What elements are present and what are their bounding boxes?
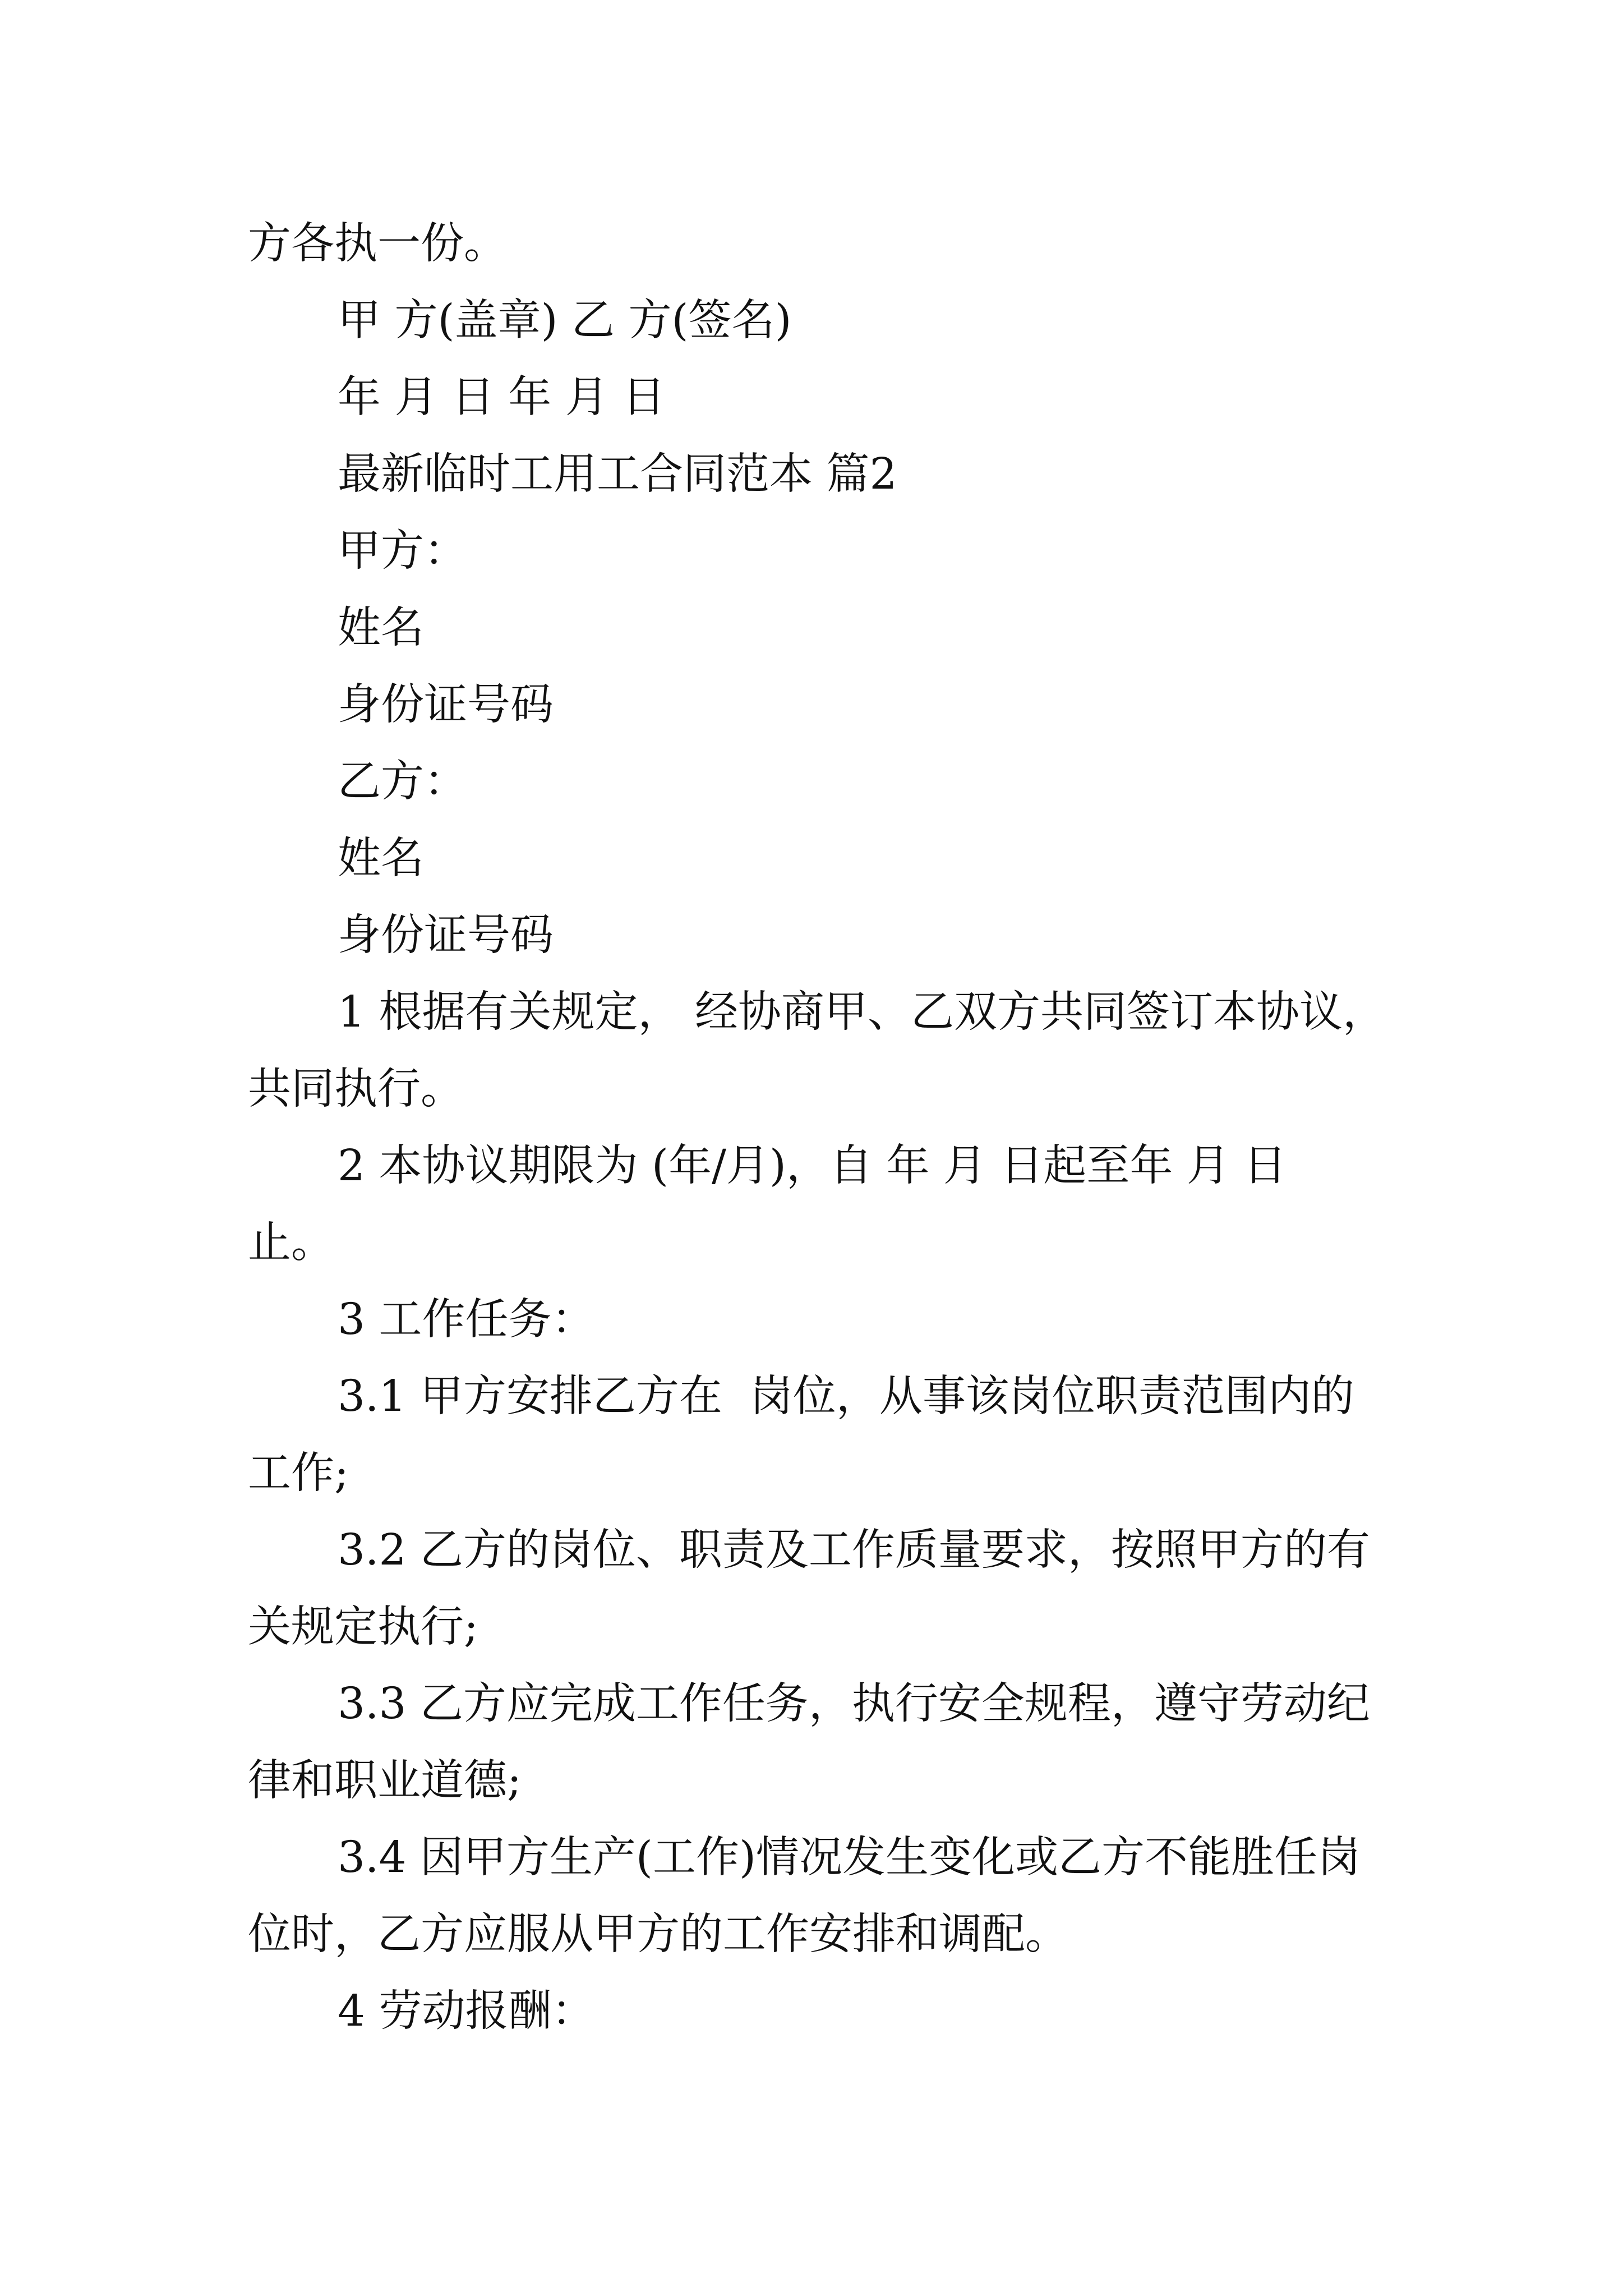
party-b-label — [248, 743, 1482, 820]
text-line: 方各执一份。 — [248, 219, 507, 269]
text-line: 乙方： — [338, 757, 467, 807]
document-body — [248, 205, 1482, 2050]
signature-dates — [248, 359, 1482, 436]
clause-1 — [248, 974, 1482, 1128]
text-line: 2 本协议期限为 (年/月)，自 年 月 日起至年 月 日 — [338, 1141, 1287, 1191]
text-line: 甲方： — [338, 526, 467, 576]
text-line: 身份证号码 — [338, 910, 554, 960]
text-line: 3.1 甲方安排乙方在 岗位，从事该岗位职责范围内的 — [338, 1372, 1354, 1421]
text-line: 姓名 — [338, 834, 424, 884]
text-line: 身份证号码 — [338, 680, 554, 730]
text-line: 3.2 乙方的岗位、职责及工作质量要求，按照甲方的有 — [338, 1525, 1370, 1575]
section-heading — [248, 436, 1482, 513]
text-line: 律和职业道德; — [248, 1756, 522, 1806]
text-line: 共同执行。 — [248, 1064, 464, 1114]
party-a-name-field — [248, 590, 1482, 666]
text-line: 工作; — [248, 1448, 349, 1498]
text-line: 年 月 日 年 月 日 — [338, 372, 666, 422]
clause-3-2 — [248, 1512, 1482, 1665]
clause-3-1 — [248, 1358, 1482, 1512]
text-line: 姓名 — [338, 603, 424, 653]
text-line: 甲 方(盖章) 乙 方(签名) — [338, 296, 792, 346]
text-line: 位时，乙方应服从甲方的工作安排和调配。 — [248, 1910, 1068, 1959]
clause-3-4 — [248, 1819, 1482, 1973]
party-a-id-field — [248, 666, 1482, 743]
text-line: 3.4 因甲方生产(工作)情况发生变化或乙方不能胜任岗 — [338, 1833, 1361, 1883]
text-line: 最新临时工用工合同范本 篇2 — [338, 449, 897, 499]
party-b-id-field — [248, 897, 1482, 974]
clause-3 — [248, 1281, 1482, 1358]
clause-2 — [248, 1128, 1482, 1281]
text-line: 1 根据有关规定， 经协商甲、乙双方共同签订本协议， — [338, 987, 1386, 1037]
party-a-label — [248, 513, 1482, 590]
party-b-name-field — [248, 820, 1482, 897]
text-line: 3.3 乙方应完成工作任务，执行安全规程，遵守劳动纪 — [338, 1679, 1370, 1729]
clause-4 — [248, 1973, 1482, 2050]
clause-3-3 — [248, 1665, 1482, 1819]
text-line: 3 工作任务： — [338, 1295, 595, 1345]
text-line: 关规定执行; — [248, 1602, 478, 1652]
signature-parties — [248, 282, 1482, 359]
paragraph — [248, 205, 1482, 282]
text-line: 止。 — [248, 1218, 334, 1268]
text-line: 4 劳动报酬： — [338, 1986, 595, 2036]
